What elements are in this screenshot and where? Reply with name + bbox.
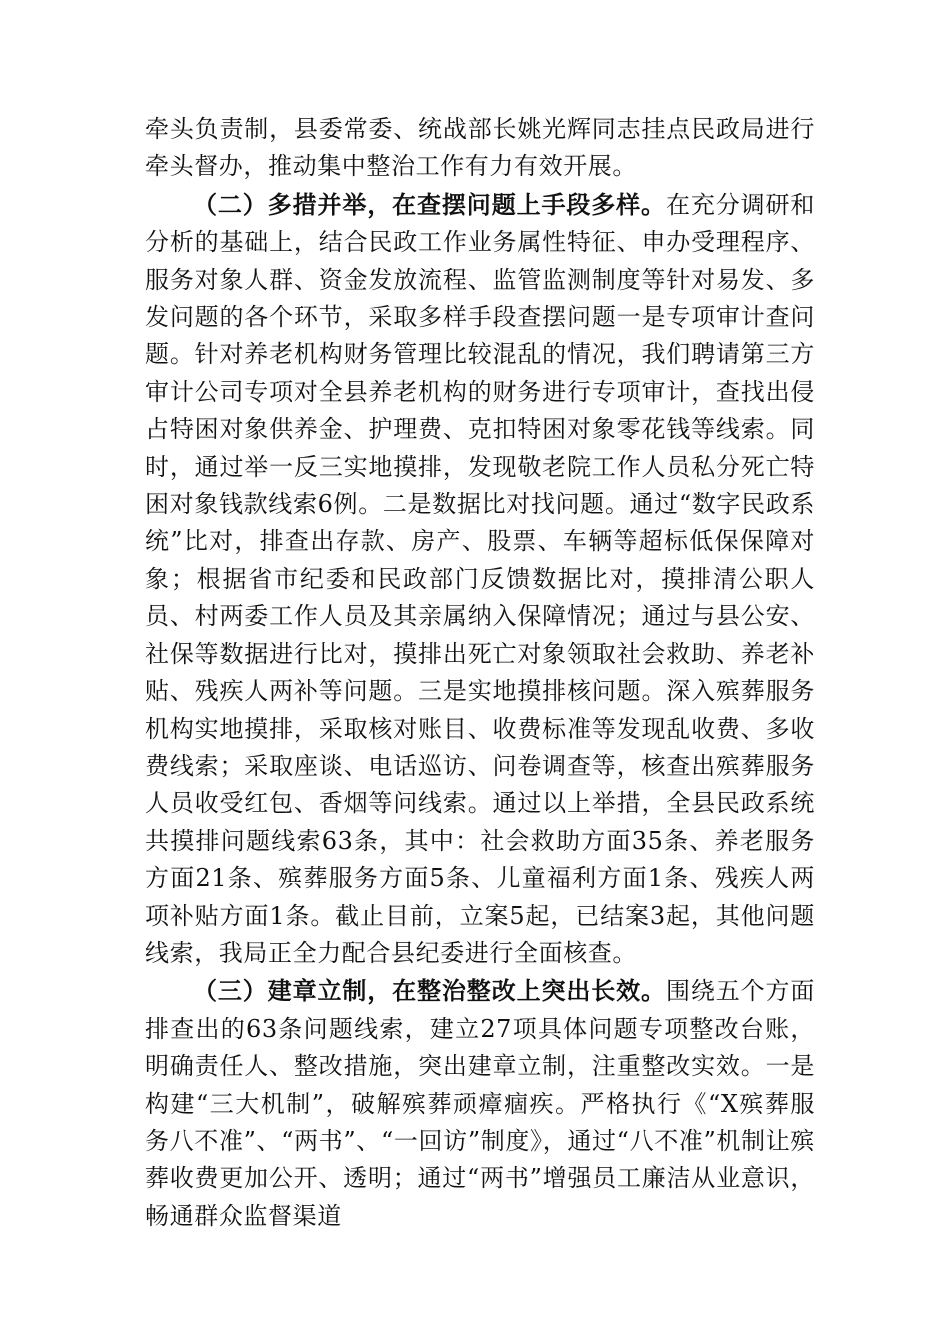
paragraph-section-2 (145, 186, 815, 973)
paragraph-continuation (145, 111, 815, 186)
section-heading: （二）多措并举，在查摆问题上手段多样。 (193, 189, 666, 219)
paragraph-text: 围绕五个方面排查出的63条问题线索，建立27项具体问题专项整改台账，明确责任人、整改措施，突出建章立制，注重整改实效。一是构建“三大机制”，破解殡葬顽瘴痼疾。严格执行《“X殡葬服务八不准”、“两书”、“一回访”制度》，通过“八不准”机制让殡葬收费更加公开、透明；通过“两书”增强员工廉洁从业意识，畅通群众监督渠道 (145, 977, 815, 1230)
paragraph-text: 牵头负责制，县委常委、统战部长姚光辉同志挂点民政局进行牵头督办，推动集中整治工作有力有效开展。 (145, 115, 815, 181)
paragraph-section-3 (145, 972, 815, 1235)
section-heading: （三）建章立制，在整治整改上突出长效。 (193, 976, 666, 1006)
paragraph-text: 在充分调研和分析的基础上，结合民政工作业务属性特征、申办受理程序、服务对象人群、资金发放流程、监管监测制度等针对易发、多发问题的各个环节，采取多样手段查摆问题一是专项审计查问题。针对养老机构财务管理比较混乱的情况，我们聘请第三方审计公司专项对全县养老机构的财务进行专项审计，查找出侵占特困对象供养金、护理费、克扣特困对象零花钱等线索。同时，通过举一反三实地摸排，发现敬老院工作人员私分死亡特困对象钱款线索6例。二是数据比对找问题。通过“数字民政系统”比对，排查出存款、房产、股票、车辆等超标低保保障对象；根据省市纪委和民政部门反馈数据比对，摸排清公职人员、村两委工作人员及其亲属纳入保障情况；通过与县公安、社保等数据进行比对，摸排出死亡对象领取社会救助、养老补贴、残疾人两补等问题。三是实地摸排核问题。深入殡葬服务机构实地摸排，采取核对账目、收费标准等发现乱收费、多收费线索；采取座谈、电话巡访、问卷调查等，核查出殡葬服务人员收受红包、香烟等问线索。通过以上举措，全县民政系统共摸排问题线索63条，其中：社会救助方面35条、养老服务方面21条、殡葬服务方面5条、儿童福利方面1条、残疾人两项补贴方面1条。截止目前，立案5起，已结案3起，其他问题线索，我局正全力配合县纪委进行全面核查。 (145, 190, 815, 967)
document-body (145, 111, 815, 1235)
